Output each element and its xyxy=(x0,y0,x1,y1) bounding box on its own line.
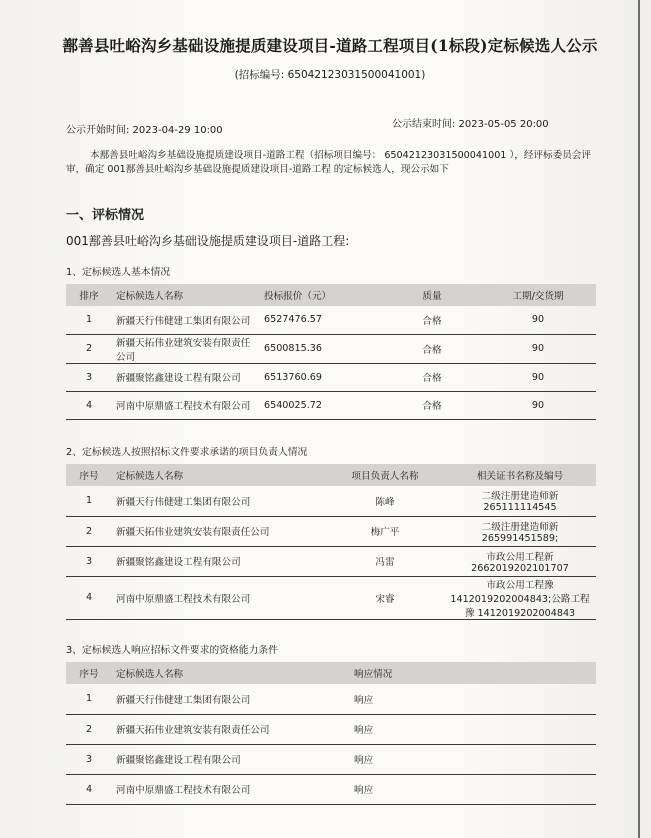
publish-end-time: 公示结束时间: 2023-05-05 20:00 xyxy=(392,119,549,130)
table1-cell: 6540025.72 xyxy=(260,391,384,419)
section-heading-evaluation: 一、评标情况 xyxy=(66,208,145,223)
table2-cell: 陈峰 xyxy=(326,486,444,516)
table3-header-name: 定标候选人名称 xyxy=(112,662,350,684)
table2-cell: 新疆天行伟健建工集团有限公司 xyxy=(112,486,326,516)
project-name: 001鄯善县吐峪沟乡基础设施提质建设项目-道路工程: xyxy=(66,234,350,248)
table1-cell: 3 xyxy=(66,363,112,391)
table-row xyxy=(66,684,596,714)
table-row xyxy=(66,744,596,774)
table-row xyxy=(66,306,596,334)
table2-cell: 市政公用工程豫 1412019202004843;公路工程豫 1412019202004843 xyxy=(444,576,596,619)
table1-cell: 新疆天行伟健建工集团有限公司 xyxy=(112,306,260,334)
table1-header-quality: 质量 xyxy=(384,284,480,306)
table2-cell: 二级注册建造师新265111114545 xyxy=(444,486,596,516)
table3-header-no: 序号 xyxy=(66,662,112,684)
table1-cell: 90 xyxy=(480,334,596,363)
table2-heading: 2、定标候选人按照招标文件要求承诺的项目负责人情况 xyxy=(66,447,308,458)
table-row xyxy=(66,334,596,363)
table1-cell: 90 xyxy=(480,391,596,419)
candidate-basic-table xyxy=(66,284,596,420)
table2-header-name: 定标候选人名称 xyxy=(112,464,326,486)
table2-cell: 新疆天拓伟业建筑安装有限责任公司 xyxy=(112,516,326,546)
table1-cell: 河南中原鼎盛工程技术有限公司 xyxy=(112,391,260,419)
document-title: 鄯善县吐峪沟乡基础设施提质建设项目-道路工程项目(1标段)定标候选人公示 xyxy=(62,36,598,55)
table1-cell: 合格 xyxy=(384,306,480,334)
table3-cell: 新疆聚铭鑫建设工程有限公司 xyxy=(112,744,350,774)
table2-cell: 3 xyxy=(66,546,112,576)
table-row xyxy=(66,516,596,546)
table1-cell: 新疆聚铭鑫建设工程有限公司 xyxy=(112,363,260,391)
table1-cell: 合格 xyxy=(384,334,480,363)
table2-cell: 4 xyxy=(66,576,112,619)
table3-cell: 河南中原鼎盛工程技术有限公司 xyxy=(112,774,350,804)
table1-cell: 2 xyxy=(66,334,112,363)
table3-cell: 2 xyxy=(66,714,112,744)
table1-header-period: 工期/交货期 xyxy=(480,284,596,306)
table2-cell: 梅广平 xyxy=(326,516,444,546)
table3-cell: 3 xyxy=(66,744,112,774)
table3-cell: 响应 xyxy=(350,714,596,744)
table2-cell: 冯雷 xyxy=(326,546,444,576)
table1-header-price: 投标报价（元） xyxy=(260,284,384,306)
tender-number: (招标编号: 650421230315000410​01) xyxy=(234,69,426,81)
table3-cell: 响应 xyxy=(350,774,596,804)
table-row xyxy=(66,546,596,576)
table-row xyxy=(66,774,596,804)
table-row xyxy=(66,714,596,744)
table3-cell: 新疆天行伟健建工集团有限公司 xyxy=(112,684,350,714)
table2-cell: 新疆聚铭鑫建设工程有限公司 xyxy=(112,546,326,576)
table2-header-manager: 项目负责人名称 xyxy=(326,464,444,486)
publish-start-time: 公示开始时间: 2023-04-29 10:00 xyxy=(66,125,223,136)
table2-cell: 2 xyxy=(66,516,112,546)
table3-cell: 响应 xyxy=(350,684,596,714)
table2-cell: 二级注册建造师新265991451589; xyxy=(444,516,596,546)
qualification-table xyxy=(66,662,596,805)
table2-header-certificate: 相关证书名称及编号 xyxy=(444,464,596,486)
intro-paragraph: 本鄯善县吐峪沟乡基础设施提质建设项目-道路工程（招标项目编号： 650421230315000410​01 ），经评标委员会评审，确定 001鄯善县吐峪沟乡基础设施提质建设项目-道路工程 的定标候选人，现公示如下 xyxy=(66,150,591,175)
table3-cell: 新疆天拓伟业建筑安装有限责任公司 xyxy=(112,714,350,744)
table1-cell: 1 xyxy=(66,306,112,334)
table3-cell: 4 xyxy=(66,774,112,804)
table-row xyxy=(66,486,596,516)
table1-cell: 6500815.36 xyxy=(260,334,384,363)
table2-cell: 市政公用工程新 2662019202101707 xyxy=(444,546,596,576)
table1-cell: 90 xyxy=(480,363,596,391)
table1-heading: 1、定标候选人基本情况 xyxy=(66,267,171,278)
table-row xyxy=(66,363,596,391)
table1-cell: 90 xyxy=(480,306,596,334)
table-row xyxy=(66,391,596,419)
table2-cell: 宋睿 xyxy=(326,576,444,619)
table1-header-rank: 排序 xyxy=(66,284,112,306)
table-row xyxy=(66,576,596,619)
table1-cell: 4 xyxy=(66,391,112,419)
table2-cell: 河南中原鼎盛工程技术有限公司 xyxy=(112,576,326,619)
table1-cell: 新疆天拓伟业建筑安装有限责任公司 xyxy=(112,334,260,363)
table1-cell: 合格 xyxy=(384,391,480,419)
table3-cell: 1 xyxy=(66,684,112,714)
table2-header-no: 序号 xyxy=(66,464,112,486)
table1-cell: 6513760.69 xyxy=(260,363,384,391)
table1-header-name: 定标候选人名称 xyxy=(112,284,260,306)
table3-cell: 响应 xyxy=(350,744,596,774)
table3-header-response: 响应情况 xyxy=(350,662,596,684)
table3-heading: 3、定标候选人响应招标文件要求的资格能力条件 xyxy=(66,645,278,656)
project-manager-table xyxy=(66,464,596,620)
table1-cell: 6527476.57 xyxy=(260,306,384,334)
table2-cell: 1 xyxy=(66,486,112,516)
scan-edge-line xyxy=(638,0,640,838)
table1-cell: 合格 xyxy=(384,363,480,391)
